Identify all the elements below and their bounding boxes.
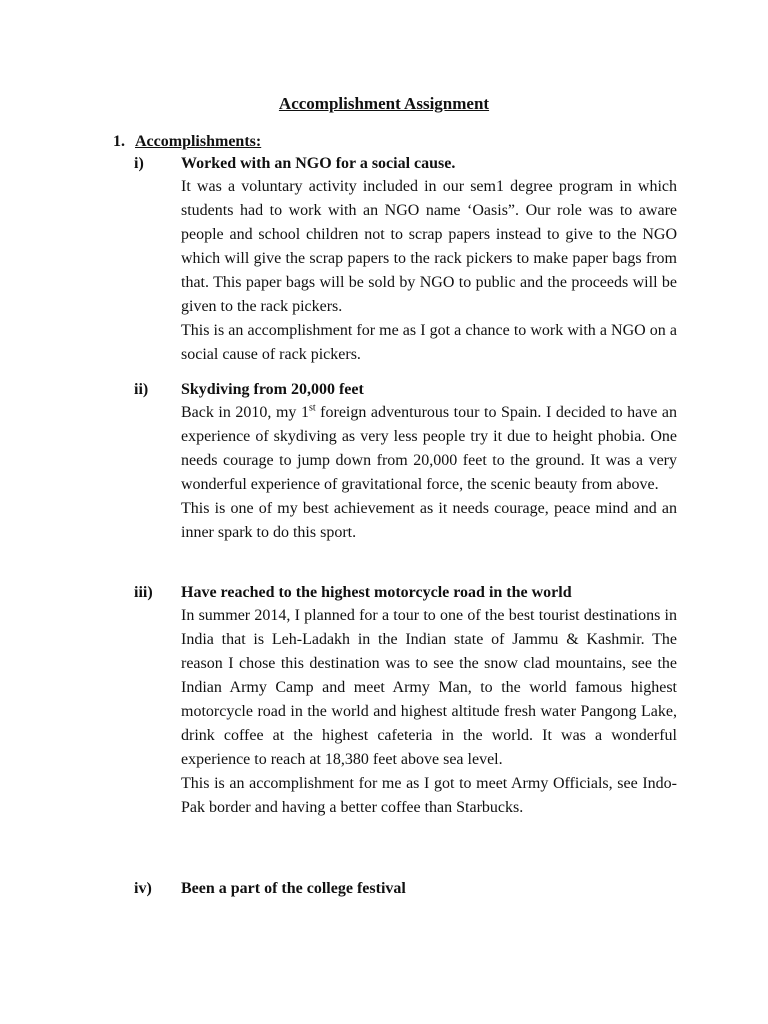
item-marker: iv): [134, 880, 152, 897]
section-heading: [113, 133, 261, 151]
item-paragraph: This is an accomplishment for me as I got a chance to work with a NGO on a social cause of rack pickers.: [181, 322, 677, 363]
item-paragraph: This is an accomplishment for me as I got to meet Army Officials, see Indo-Pak border and having a better coffee than Starbucks.: [181, 775, 677, 816]
item-heading: Have reached to the highest motorcycle road in the world: [181, 584, 572, 601]
item-paragraph: This is one of my best achievement as it needs courage, peace mind and an inner spark to do this sport.: [181, 500, 677, 541]
item-body: [181, 604, 677, 820]
item-body: [181, 401, 677, 545]
item-marker: i): [134, 155, 144, 172]
item-marker: iii): [134, 584, 153, 601]
item-paragraph: In summer 2014, I planned for a tour to one of the best tourist destinations in India that is Leh-Ladakh in the Indian state of Jammu & Kashmir. The reason I chose this destination was to see the snow clad mountains, see the Indian Army Camp and meet Army Man, to the world famous highest motorcycle road in the world and highest altitude fresh water Pangong Lake, drink coffee at the highest cafeteria in the world. It was a wonderful experience to reach at 18,380 feet above sea level.: [181, 607, 677, 768]
section-number: 1.: [113, 133, 125, 150]
text-run: Back in 2010, my 1: [181, 404, 309, 421]
item-heading: Skydiving from 20,000 feet: [181, 381, 364, 398]
superscript: st: [308, 402, 316, 414]
item-marker: ii): [134, 381, 149, 398]
item-paragraph: [181, 401, 677, 497]
text-run: foreign adventurous tour to Spain. I decided to have an experience of skydiving as very less people try it due to height phobia. One needs courage to jump down from 20,000 feet to the ground. It was a very wonderful experience of gravitational force, the scenic beauty from above.: [181, 404, 677, 493]
item-body: [181, 175, 677, 367]
section-label: Accomplishments:: [135, 133, 262, 150]
item-heading: Worked with an NGO for a social cause.: [181, 155, 456, 172]
item-paragraph: It was a voluntary activity included in our sem1 degree program in which students had to work with an NGO name ‘Oasis”. Our role was to aware people and school children not to scrap papers instead to give to the NGO which will give the scrap papers to the rack pickers to make paper bags from that. This paper bags will be sold by NGO to public and the proceeds will be given to the rack pickers.: [181, 178, 677, 315]
document-title: Accomplishment Assignment: [278, 94, 490, 113]
item-heading: Been a part of the college festival: [181, 880, 406, 897]
